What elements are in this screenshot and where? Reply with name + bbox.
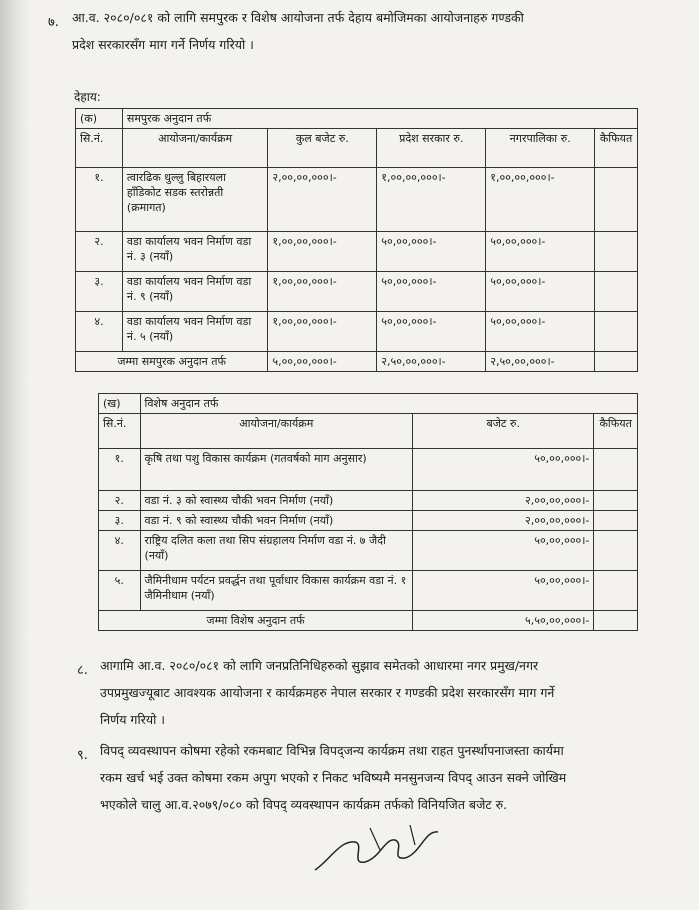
row-serial: १. — [99, 449, 141, 491]
item8-line2: उपप्रमुखज्यूबाट आवश्यक आयोजना र कार्यक्रमहरु नेपाल सरकार र गण्डकी प्रदेश सरकारसँग माग गर्ने — [100, 685, 555, 700]
row-serial: २. — [99, 491, 141, 511]
row-project: राष्ट्रिय दलित कला तथा सिप संग्रहालय निर्माण वडा नं. ७ जैदी (नयाँ) — [140, 531, 413, 571]
row-budget: ५०,००,०००।- — [413, 449, 594, 491]
row-project: त्वारढिक धुल्लु बिहारयला हाँडिकोट सडक स्तरोन्नती (क्रमागत) — [122, 168, 267, 232]
row-total: १,००,००,०००।- — [268, 272, 377, 312]
item8-line1: आगामि आ.व. २०८०/०८१ को लागि जनप्रतिनिधिहरुको सुझाव समेतको आधारमा नगर प्रमुख/नगर — [100, 658, 539, 673]
col-header: बजेट रु. — [413, 414, 594, 449]
item8-line3: निर्णय गरियो । — [100, 712, 166, 727]
total-remarks — [594, 611, 638, 631]
row-remarks — [595, 272, 638, 312]
row-province: ५०,००,०००।- — [377, 232, 486, 272]
row-municipality: १,००,००,०००।- — [486, 168, 595, 232]
table-row — [99, 511, 638, 531]
col-header: आयोजना/कार्यक्रम — [122, 129, 267, 168]
item8-number: ८. — [77, 663, 88, 678]
row-serial: ४. — [76, 312, 123, 352]
row-province: १,००,००,०००।- — [377, 168, 486, 232]
row-serial: ३. — [76, 272, 123, 312]
col-header: सि.नं. — [76, 129, 123, 168]
table-row — [76, 312, 638, 352]
row-serial: ५. — [99, 571, 141, 611]
total-remarks — [595, 352, 638, 372]
row-budget: २,००,००,०००।- — [413, 491, 594, 511]
table-row — [76, 168, 638, 232]
scan-edge-shadow — [0, 0, 30, 910]
total-label: जम्मा समपुरक अनुदान तर्फ — [76, 352, 268, 372]
col-header: सि.नं. — [99, 414, 141, 449]
table-row — [99, 491, 638, 511]
row-project: वडा नं. ३ को स्वास्थ्य चौकी भवन निर्माण (नयाँ) — [140, 491, 413, 511]
row-serial: २. — [76, 232, 123, 272]
section-code: (क) — [76, 109, 123, 129]
dehay-label: देहाय: — [74, 90, 101, 104]
col-header: कुल बजेट रु. — [268, 129, 377, 168]
total-row — [76, 352, 638, 372]
total-value: ५,५०,००,०००।- — [413, 611, 594, 631]
table-samapurak — [75, 108, 638, 372]
item8-paragraph — [100, 652, 670, 733]
row-total: १,००,००,०००।- — [268, 232, 377, 272]
row-serial: ३. — [99, 511, 141, 531]
row-remarks — [594, 571, 638, 611]
row-remarks — [594, 531, 638, 571]
row-remarks — [595, 232, 638, 272]
item7-paragraph — [72, 4, 672, 58]
row-serial: ४. — [99, 531, 141, 571]
row-serial: १. — [76, 168, 123, 232]
row-province: ५०,००,०००।- — [377, 272, 486, 312]
row-municipality: ५०,००,०००।- — [486, 272, 595, 312]
item9-line1: विपद् व्यवस्थापन कोषमा रहेको रकमबाट विभिन्न विपद्जन्य कार्यक्रम तथा राहत पुनर्स्थापनाजस्ता कार्यमा — [100, 743, 564, 758]
item9-line3: भएकोले चालु आ.व.२०७९/०८० को विपद् व्यवस्थापन कार्यक्रम तर्फको विनियजित बजेट रु. — [100, 797, 508, 812]
row-project: वडा कार्यालय भवन निर्माण वडा नं. ९ (नयाँ) — [122, 272, 267, 312]
row-project: वडा कार्यालय भवन निर्माण वडा नं. ५ (नयाँ) — [122, 312, 267, 352]
section-title: समपुरक अनुदान तर्फ — [122, 109, 637, 129]
row-remarks — [594, 511, 638, 531]
item7-number: ७. — [48, 15, 59, 30]
table-row — [99, 571, 638, 611]
row-budget: २,००,००,०००।- — [413, 511, 594, 531]
table-row — [76, 272, 638, 312]
item9-paragraph — [100, 737, 680, 818]
table-row — [76, 232, 638, 272]
row-province: ५०,००,०००।- — [377, 312, 486, 352]
section-title: विशेष अनुदान तर्फ — [140, 394, 637, 414]
total-row — [99, 611, 638, 631]
row-remarks — [594, 491, 638, 511]
table-vishesh — [98, 393, 638, 631]
handwritten-signature — [310, 820, 450, 880]
item9-number: ९. — [77, 748, 88, 763]
item9-line2: रकम खर्च भई उक्त कोषमा रकम अपुग भएको र निकट भविष्यमै मनसुनजन्य विपद् आउन सक्ने जोखिम — [100, 770, 567, 785]
row-project: जैमिनीधाम पर्यटन प्रवर्द्धन तथा पूर्वाधार विकास कार्यक्रम वडा नं. १ जैमिनीधाम (नयाँ) — [140, 571, 413, 611]
total-value: २,५०,००,०००।- — [486, 352, 595, 372]
row-budget: ५०,००,०००।- — [413, 571, 594, 611]
col-header: आयोजना/कार्यक्रम — [140, 414, 413, 449]
row-budget: ५०,००,०००।- — [413, 531, 594, 571]
row-total: २,००,००,०००।- — [268, 168, 377, 232]
row-project: वडा नं. ९ को स्वास्थ्य चौकी भवन निर्माण (नयाँ) — [140, 511, 413, 531]
row-remarks — [594, 449, 638, 491]
col-header: नगरपालिका रु. — [486, 129, 595, 168]
col-header: प्रदेश सरकार रु. — [377, 129, 486, 168]
table-row — [99, 531, 638, 571]
section-code: (ख) — [99, 394, 141, 414]
row-project: वडा कार्यालय भवन निर्माण वडा नं. ३ (नयाँ) — [122, 232, 267, 272]
total-label: जम्मा विशेष अनुदान तर्फ — [99, 611, 413, 631]
row-project: कृषि तथा पशु विकास कार्यक्रम (गतवर्षको माग अनुसार) — [140, 449, 413, 491]
total-value: ५,००,००,०००।- — [268, 352, 377, 372]
item7-line2: प्रदेश सरकारसँग माग गर्ने निर्णय गरियो । — [72, 37, 254, 52]
row-municipality: ५०,००,०००।- — [486, 312, 595, 352]
table-row — [99, 449, 638, 491]
row-remarks — [595, 168, 638, 232]
col-header: कैफियत — [595, 129, 638, 168]
row-municipality: ५०,००,०००।- — [486, 232, 595, 272]
item7-line1: आ.व. २०८०/०८१ को लागि समपुरक र विशेष आयोजना तर्फ देहाय बमोजिमका आयोजनाहरु गण्डकी — [72, 10, 524, 25]
total-value: २,५०,००,०००।- — [377, 352, 486, 372]
row-total: १,००,००,०००।- — [268, 312, 377, 352]
row-remarks — [595, 312, 638, 352]
col-header: कैफियत — [594, 414, 638, 449]
